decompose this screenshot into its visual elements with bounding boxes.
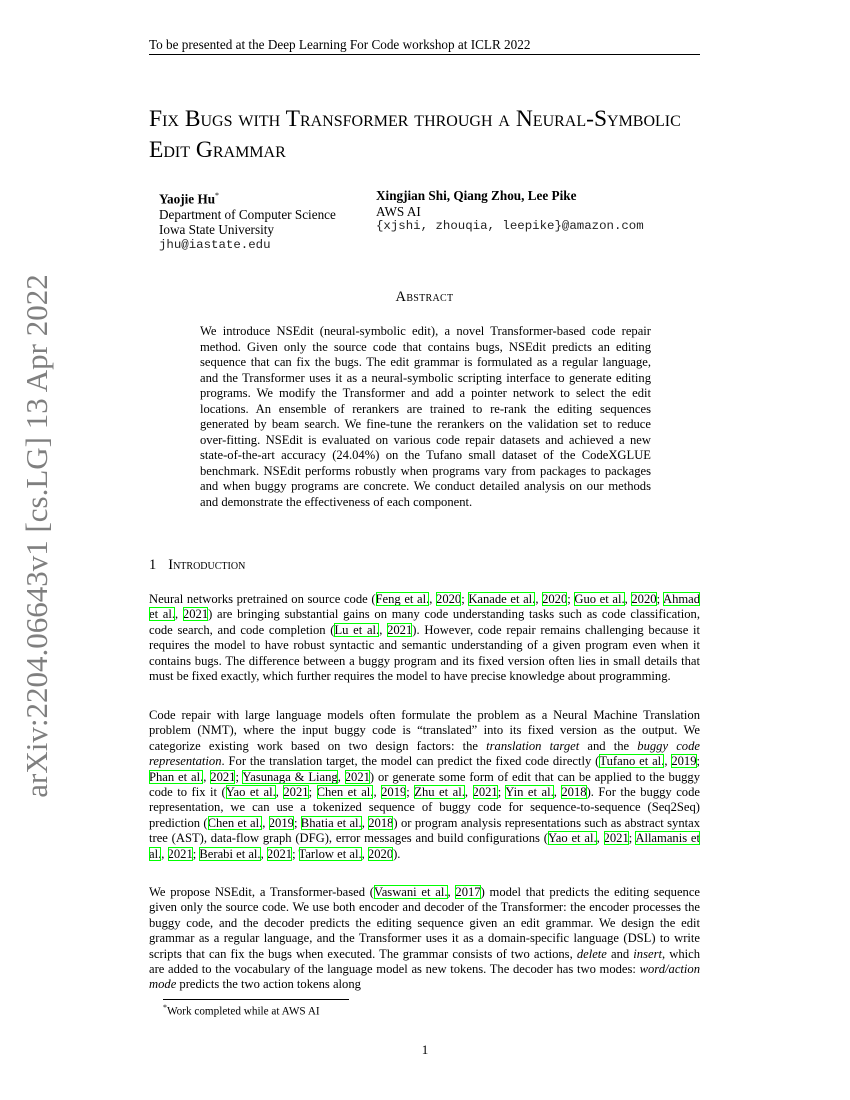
- paragraph-text: . For the translation target, the model can predict the fixed code directly (: [221, 754, 600, 769]
- author-name: Xingjian Shi, Qiang Zhou, Lee Pike: [376, 188, 577, 203]
- paragraph-text: ) model that predicts the editing sequence given only the source code. We use both encoder and decoder of the Transformer: the encoder processes the buggy code, and the decoder predicts the editing sequence given an edit grammar. We design the edit grammar as a regular language, and the Transformer uses it as a domain-specific language (DSL) to write scripts that can fix the bugs when executed. The grammar consists of two actions,: [149, 885, 701, 961]
- paragraph-text: ;: [192, 846, 200, 861]
- paragraph-text: ,: [203, 769, 211, 784]
- paragraph-text: ,: [535, 592, 543, 606]
- paragraph-text: ) or program analysis representations such as abstract syntax tree (AST), data-flow graph (DFG), error messages and build configurations (: [149, 815, 701, 846]
- paragraph-text: ,: [624, 592, 632, 606]
- paragraph-text: ,: [275, 785, 284, 800]
- paragraph-text: Neural networks pretrained on source code (: [149, 592, 376, 606]
- paragraph-text: ,: [337, 769, 345, 784]
- author-affiliation: Department of Computer Science: [159, 206, 336, 222]
- paragraph-text: ;: [461, 592, 469, 606]
- paragraph-text: ) or generate some form of edit that can be applied to the buggy code to fix it (: [149, 769, 701, 800]
- citation-link[interactable]: 2021: [344, 769, 370, 784]
- paragraph-text: ;: [293, 815, 301, 830]
- citation-link[interactable]: Vaswani et al.: [374, 885, 448, 899]
- paragraph-text: ;: [406, 785, 415, 800]
- citation-link[interactable]: Yao et al.: [225, 785, 276, 800]
- citation-link[interactable]: 2020: [367, 846, 394, 861]
- emphasis-text: translation target: [486, 738, 580, 753]
- abstract-heading: Abstract: [395, 289, 454, 305]
- paragraph-text: ,: [262, 815, 269, 830]
- header-rule: [149, 54, 700, 55]
- paragraph-text: ,: [175, 607, 183, 622]
- citation-link[interactable]: 2021: [266, 846, 293, 861]
- paragraph-text: ;: [656, 592, 663, 606]
- citation-link[interactable]: 2021: [167, 846, 193, 861]
- citation-link[interactable]: Yasunaga & Liang: [242, 769, 338, 784]
- body-paragraph: [149, 885, 700, 993]
- paragraph-text: and: [606, 946, 634, 961]
- paragraph-text: ,: [553, 785, 562, 800]
- paragraph-text: ,: [447, 885, 456, 899]
- citation-link[interactable]: Tufano et al.: [599, 754, 665, 769]
- citation-link[interactable]: Kanade et al.: [468, 592, 536, 606]
- paragraph-text: ;: [497, 785, 506, 800]
- paragraph-text: ,: [361, 815, 369, 830]
- author-name: Yaojie Hu: [159, 191, 216, 207]
- section-title: Introduction: [168, 557, 246, 573]
- author-affiliation: Iowa State University: [159, 222, 274, 238]
- citation-link[interactable]: 2017: [455, 885, 481, 899]
- citation-link[interactable]: 2021: [283, 785, 309, 800]
- footnote: [163, 1003, 320, 1018]
- paragraph-text: ,: [596, 831, 604, 846]
- body-paragraph: [149, 708, 700, 862]
- citation-link[interactable]: Guo et al.: [574, 592, 625, 606]
- paragraph-text: Code repair with large language models often formulate the problem as a Neural Machine Translation problem (NMT), where the input buggy code is “translated” into its fixed version as the output. We categorize existing work based on two design factors: the: [149, 708, 700, 753]
- citation-link[interactable]: 2019: [268, 815, 294, 830]
- paragraph-text: ;: [292, 846, 299, 861]
- paragraph-text: and the: [579, 738, 638, 753]
- body-paragraph: [149, 592, 700, 684]
- citation-link[interactable]: 2021: [387, 622, 413, 637]
- citation-link[interactable]: 2020: [542, 592, 568, 606]
- citation-link[interactable]: 2019: [381, 785, 407, 800]
- author-block-2: [376, 188, 644, 235]
- paragraph-text: ).: [393, 846, 401, 861]
- emphasis-text: delete: [576, 946, 607, 961]
- author-email[interactable]: {xjshi, zhouqia, leepike}@amazon.com: [376, 219, 644, 233]
- footnote-text: Work completed while at AWS AI: [167, 1005, 320, 1018]
- emphasis-text: insert: [633, 946, 662, 961]
- paragraph-text: predicts the two action tokens along: [176, 977, 361, 992]
- emphasis-text: buggy code representation: [149, 738, 700, 769]
- emphasis-text: word/action mode: [149, 962, 700, 992]
- paragraph-text: ,: [664, 754, 672, 769]
- citation-link[interactable]: Yin et al.: [505, 785, 554, 800]
- citation-link[interactable]: Berabi et al.: [199, 846, 261, 861]
- venue-header: To be presented at the Deep Learning For Code workshop at ICLR 2022: [149, 37, 531, 52]
- citation-link[interactable]: Chen et al.: [207, 815, 263, 830]
- author-footnote-mark: *: [215, 191, 220, 200]
- citation-link[interactable]: 2021: [472, 785, 498, 800]
- citation-link[interactable]: Yao et al.: [547, 831, 597, 846]
- paragraph-text: ,: [361, 846, 368, 861]
- citation-link[interactable]: 2020: [631, 592, 657, 606]
- paragraph-text: ). However, code repair remains challenging because it requires the model to have robust syntactic and semantic understanding of a given program even when it contains bugs. The difference between a buggy program and its fixed version often lies in small details that must be fixed exactly, which further requires the model to have precise knowledge about programming.: [149, 622, 700, 684]
- citation-link[interactable]: Tarlow et al.: [298, 846, 362, 861]
- paragraph-text: ,: [379, 622, 388, 637]
- footnote-mark: *: [163, 1003, 167, 1012]
- paragraph-text: We propose NSEdit, a Transformer-based (: [149, 885, 374, 899]
- section-number: 1: [149, 557, 157, 573]
- citation-link[interactable]: 2019: [671, 754, 697, 769]
- citation-link[interactable]: Lu et al.: [334, 622, 380, 637]
- author-block-1: [159, 188, 336, 253]
- paragraph-text: ,: [260, 846, 267, 861]
- citation-link[interactable]: Zhu et al.: [414, 785, 465, 800]
- paragraph-text: , which are added to the vocabulary of the language model as new tokens. The decoder has two modes:: [149, 946, 701, 977]
- citation-link[interactable]: Chen et al.: [316, 785, 374, 800]
- citation-link[interactable]: 2018: [368, 815, 394, 830]
- citation-link[interactable]: Bhatia et al.: [300, 815, 362, 830]
- section-heading: [149, 557, 700, 574]
- citation-link[interactable]: 2021: [210, 769, 236, 784]
- citation-link[interactable]: Feng et al.: [375, 592, 430, 606]
- paragraph-text: ,: [464, 785, 473, 800]
- citation-link[interactable]: 2021: [603, 831, 629, 846]
- citation-link[interactable]: 2021: [182, 607, 209, 622]
- citation-link[interactable]: Phan et al.: [149, 769, 204, 784]
- paragraph-text: ;: [308, 785, 317, 800]
- citation-link[interactable]: 2018: [561, 785, 587, 800]
- arxiv-stamp: arXiv:2204.06643v1 [cs.LG] 13 Apr 2022: [19, 274, 54, 798]
- paragraph-text: ;: [696, 754, 700, 769]
- paragraph-text: ,: [161, 846, 168, 861]
- paragraph-text: ;: [235, 769, 243, 784]
- paragraph-text: ). For the buggy code representation, we can use a tokenized sequence of buggy code for sequence-to-sequence (Seq2Seq) prediction (: [149, 785, 700, 830]
- abstract-body: We introduce NSEdit (neural-symbolic edit), a novel Transformer-based code repair method. Given only the source code that contains bugs, NSEdit predicts an editing sequence that can fix the bugs. The edit grammar is formulated as a regular language, and the Transformer uses it as a neural-symbolic scripting interface to generate editing programs. We modify the Transformer and add a pointer network to select the edit locations. An ensemble of rerankers are trained to re-rank the editing sequences generated by beam search. We fine-tune the rerankers on the validation set to reduce over-fitting. NSEdit is evaluated on various code repair datasets and achieved a new state-of-the-art accuracy (24.04%) on the Tufano small dataset of the CodeXGLUE benchmark. NSEdit performs robustly when programs vary from packages to packages and when buggy programs are concrete. We conduct detailed analysis on our methods and demonstrate the effectiveness of each component.: [200, 324, 651, 509]
- author-email[interactable]: jhu@iastate.edu: [159, 237, 271, 252]
- paragraph-text: ) are bringing substantial gains on many code understanding tasks such as code classification, code search, and code completion (: [149, 607, 700, 637]
- paragraph-text: ;: [628, 831, 636, 846]
- author-affiliation: AWS AI: [376, 203, 421, 219]
- paper-title: Fix Bugs with Transformer through a Neural-Symbolic Edit Grammar: [149, 106, 681, 163]
- page-number: 1: [421, 1042, 429, 1057]
- paragraph-text: ;: [567, 592, 575, 606]
- citation-link[interactable]: Ahmad et al.: [149, 592, 701, 622]
- citation-link[interactable]: 2020: [436, 592, 462, 606]
- citation-link[interactable]: Allamanis et al.: [149, 831, 700, 861]
- paragraph-text: ,: [429, 592, 437, 606]
- paragraph-text: ,: [373, 785, 382, 800]
- footnote-rule: [163, 999, 349, 1000]
